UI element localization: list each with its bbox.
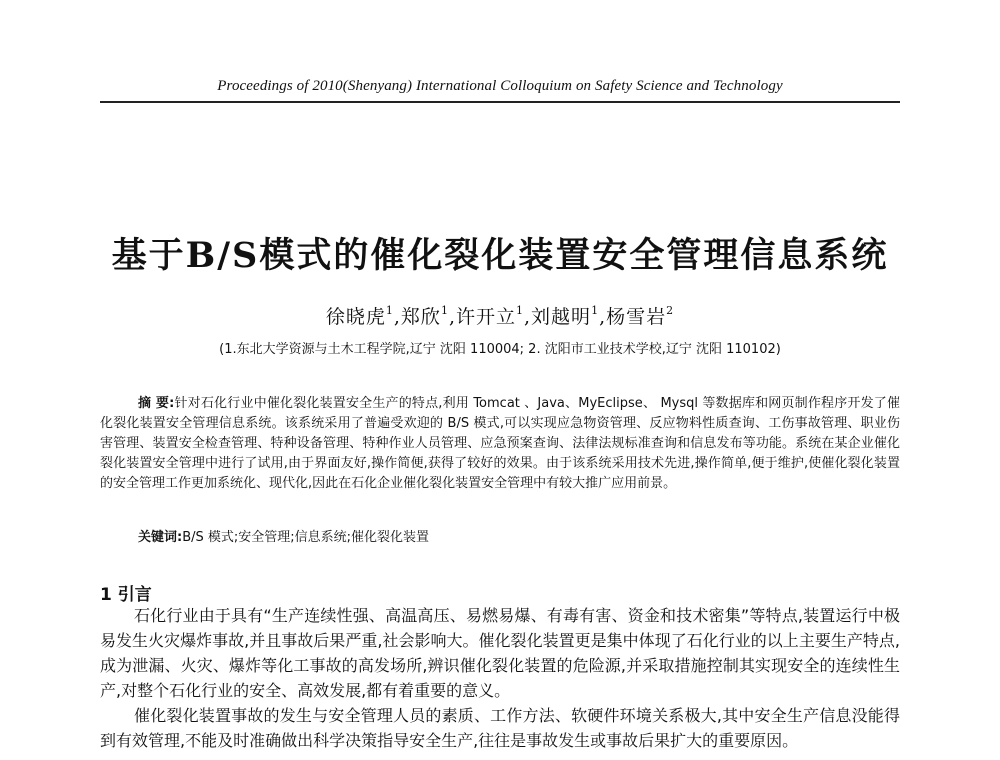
abstract-text: 针对石化行业中催化裂化装置安全生产的特点,利用 Tomcat 、Java、MyEclipse、 Mysql 等数据库和网页制作程序开发了催化裂化装置安全管理信息系统。该系统采用了普遍受欢迎的 B/S 模式,可以实现应急物资管理、反应物料性质查询、工伤事故管理、职业伤害管理、装置安全检查管理、特种设备管理、特种作业人员管理、应急预案查询、法律法规标准查询和信息发布等功能。系统在某企业催化裂化装置安全管理中进行了试用,由于界面友好,操作简便,获得了较好的效果。由于该系统采用技术先进,操作简单,便于维护,使催化裂化装置的安全管理工作更加系统化、现代化,因此在石化企业催化裂化装置安全管理中有较大推广应用前景。 bbox=[100, 396, 900, 491]
author-name: 徐晓虎 bbox=[325, 306, 386, 328]
author-affiliation-mark: 1 bbox=[385, 304, 394, 317]
author-affiliation-mark: 1 bbox=[516, 304, 524, 317]
author-name: 许开立 bbox=[455, 306, 516, 328]
abstract bbox=[100, 394, 900, 494]
section-heading: 1 引言 bbox=[100, 585, 152, 605]
keywords-text: B/S 模式;安全管理;信息系统;催化裂化装置 bbox=[182, 530, 430, 545]
author-affiliation-mark: 1 bbox=[591, 304, 600, 317]
running-header: Proceedings of 2010(Shenyang) International Colloquium on Safety Science and Technology bbox=[217, 78, 783, 94]
affiliation: (1.东北大学资源与土木工程学院,辽宁 沈阳 110004; 2. 沈阳市工业技术学校,辽宁 沈阳 110102) bbox=[219, 342, 781, 357]
keywords-label: 关键词: bbox=[138, 530, 183, 545]
author-name: 刘越明 bbox=[531, 306, 592, 328]
keywords bbox=[138, 526, 898, 545]
abstract-label: 摘 要: bbox=[138, 396, 175, 411]
author-name: 杨雪岩 bbox=[606, 306, 667, 328]
author-name: 郑欣 bbox=[400, 306, 441, 328]
header-rule bbox=[100, 101, 900, 103]
section-body bbox=[100, 603, 900, 753]
author-affiliation-mark: 2 bbox=[666, 304, 675, 317]
author-affiliation-mark: 1 bbox=[440, 304, 449, 317]
author-list: 徐晓虎$^1$,郑欣$^1$,许开立$^1$,刘越明$^1$,杨雪岩$^2$ bbox=[325, 304, 675, 328]
body-paragraph: 石化行业由于具有“生产连续性强、高温高压、易燃易爆、有毒有害、资金和技术密集”等特点,装置运行中极易发生火灾爆炸事故,并且事故后果严重,社会影响大。催化裂化装置更是集中体现了石化行业的以上主要生产特点,成为泄漏、火灾、爆炸等化工事故的高发场所,辨识催化裂化装置的危险源,并采取措施控制其实现安全的连续性生产,对整个石化行业的安全、高效发展,都有着重要的意义。 bbox=[100, 606, 900, 700]
paper-title: 基于B/S模式的催化裂化装置安全管理信息系统 bbox=[111, 235, 889, 276]
body-paragraph: 催化裂化装置事故的发生与安全管理人员的素质、工作方法、软硬件环境关系极大,其中安全生产信息没能得到有效管理,不能及时准确做出科学决策指导安全生产,往往是事故发生或事故后果扩大的重要原因。 bbox=[100, 706, 900, 750]
